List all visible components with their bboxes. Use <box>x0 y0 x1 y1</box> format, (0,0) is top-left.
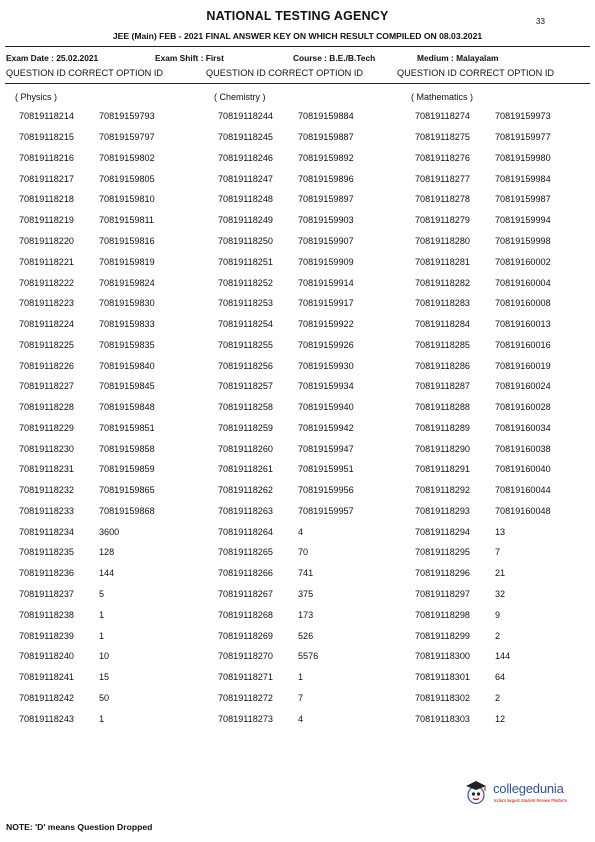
answer-row <box>218 106 418 127</box>
answer-row <box>415 708 595 729</box>
correct-option-id: 70819159865 <box>99 485 155 496</box>
answer-row <box>19 210 219 231</box>
answer-row <box>218 625 418 646</box>
correct-option-id: 70819159802 <box>99 152 155 163</box>
answer-row <box>19 355 219 376</box>
question-id: 70819118239 <box>19 630 74 641</box>
correct-option-id: 70819159819 <box>99 256 155 267</box>
answer-row <box>19 501 219 522</box>
answer-row <box>415 521 595 542</box>
correct-option-id: 70819159805 <box>99 173 155 184</box>
correct-option-id: 2 <box>495 630 501 641</box>
correct-option-id: 70819160040 <box>495 464 551 475</box>
answer-row <box>218 397 418 418</box>
answer-row <box>415 293 595 314</box>
question-id: 70819118286 <box>415 360 470 371</box>
question-id: 70819118264 <box>218 526 273 537</box>
question-id: 70819118278 <box>415 194 470 205</box>
correct-option-id: 526 <box>298 630 314 641</box>
answer-row <box>218 189 418 210</box>
question-id: 70819118258 <box>218 402 273 413</box>
correct-option-id: 70819160034 <box>495 422 551 433</box>
correct-option-id: 70819160019 <box>495 360 551 371</box>
question-id: 70819118283 <box>415 298 470 309</box>
answer-row <box>19 604 219 625</box>
question-id: 70819118299 <box>415 630 470 641</box>
question-id: 70819118229 <box>19 422 74 433</box>
question-id: 70819118214 <box>19 111 74 122</box>
answer-row <box>19 314 219 335</box>
column-header-chemistry: QUESTION ID CORRECT OPTION ID <box>206 68 364 78</box>
question-id: 70819118215 <box>19 132 74 143</box>
question-id: 70819118285 <box>415 339 470 350</box>
question-id: 70819118231 <box>19 464 74 475</box>
question-id: 70819118254 <box>218 319 273 330</box>
correct-option-id: 70819159926 <box>298 339 354 350</box>
answer-row <box>218 417 418 438</box>
correct-option-id: 7 <box>298 692 304 703</box>
correct-option-id: 70819159956 <box>298 485 354 496</box>
question-id: 70819118238 <box>19 609 74 620</box>
correct-option-id: 375 <box>298 588 314 599</box>
answer-row <box>19 231 219 252</box>
physics-rows <box>19 106 219 729</box>
section-label-mathematics: ( Mathematics ) <box>411 92 474 102</box>
correct-option-id: 70819159980 <box>495 152 551 163</box>
correct-option-id: 70819159851 <box>99 422 155 433</box>
correct-option-id: 70819159957 <box>298 505 354 516</box>
answer-row <box>19 189 219 210</box>
question-id: 70819118217 <box>19 173 74 184</box>
question-id: 70819118271 <box>218 672 273 683</box>
question-id: 70819118234 <box>19 526 74 537</box>
correct-option-id: 70819159947 <box>298 443 354 454</box>
question-id: 70819118242 <box>19 692 74 703</box>
question-id: 70819118235 <box>19 547 74 558</box>
question-id: 70819118255 <box>218 339 273 350</box>
correct-option-id: 70819160013 <box>495 319 551 330</box>
question-id: 70819118227 <box>19 381 74 392</box>
correct-option-id: 70819159810 <box>99 194 155 205</box>
question-id: 70819118230 <box>19 443 74 454</box>
answer-row <box>218 251 418 272</box>
correct-option-id: 70819159940 <box>298 402 354 413</box>
correct-option-id: 70819160024 <box>495 381 551 392</box>
answer-row <box>19 106 219 127</box>
answer-row <box>218 521 418 542</box>
answer-row <box>19 542 219 563</box>
answer-row <box>19 334 219 355</box>
correct-option-id: 70819159977 <box>495 132 551 143</box>
question-id: 70819118251 <box>218 256 273 267</box>
question-id: 70819118294 <box>415 526 470 537</box>
answer-row <box>415 687 595 708</box>
answer-row <box>415 584 595 605</box>
mathematics-rows <box>415 106 595 729</box>
answer-row <box>218 687 418 708</box>
question-id: 70819118302 <box>415 692 470 703</box>
correct-option-id: 70819159994 <box>495 215 551 226</box>
correct-option-id: 144 <box>99 568 115 579</box>
correct-option-id: 50 <box>99 692 110 703</box>
question-id: 70819118220 <box>19 235 74 246</box>
correct-option-id: 32 <box>495 588 506 599</box>
header-divider <box>5 83 590 84</box>
question-id: 70819118266 <box>218 568 273 579</box>
answer-row <box>415 355 595 376</box>
correct-option-id: 70819159922 <box>298 319 354 330</box>
answer-row <box>19 376 219 397</box>
question-id: 70819118274 <box>415 111 470 122</box>
physics-column <box>15 88 219 729</box>
question-id: 70819118218 <box>19 194 74 205</box>
answer-row <box>415 314 595 335</box>
question-id: 70819118269 <box>218 630 273 641</box>
correct-option-id: 5 <box>99 588 105 599</box>
question-id: 70819118260 <box>218 443 273 454</box>
correct-option-id: 4 <box>298 713 304 724</box>
correct-option-id: 70819159840 <box>99 360 155 371</box>
answer-row <box>415 625 595 646</box>
question-id: 70819118222 <box>19 277 74 288</box>
answer-row <box>415 667 595 688</box>
column-header-mathematics: QUESTION ID CORRECT OPTION ID <box>397 68 555 78</box>
question-id: 70819118277 <box>415 173 470 184</box>
collegedunia-logo <box>463 778 573 808</box>
correct-option-id: 70819160016 <box>495 339 551 350</box>
answer-row <box>19 148 219 169</box>
top-divider <box>5 46 590 47</box>
answer-row <box>218 604 418 625</box>
correct-option-id: 70819159835 <box>99 339 155 350</box>
answer-row <box>415 251 595 272</box>
question-id: 70819118273 <box>218 713 273 724</box>
question-id: 70819118252 <box>218 277 273 288</box>
answer-row <box>218 272 418 293</box>
answer-row <box>218 355 418 376</box>
answer-row <box>19 646 219 667</box>
answer-key-subtitle: JEE (Main) FEB - 2021 FINAL ANSWER KEY ON WHICH RESULT COMPILED ON 08.03.2021 <box>112 31 483 41</box>
question-id: 70819118301 <box>415 672 470 683</box>
question-id: 70819118233 <box>19 505 74 516</box>
answer-row <box>218 542 418 563</box>
correct-option-id: 70819160038 <box>495 443 551 454</box>
answer-row <box>218 210 418 231</box>
correct-option-id: 70819159897 <box>298 194 354 205</box>
answer-row <box>218 459 418 480</box>
answer-row <box>218 314 418 335</box>
answer-row <box>19 687 219 708</box>
answer-row <box>19 625 219 646</box>
correct-option-id: 64 <box>495 672 506 683</box>
correct-option-id: 70819159797 <box>99 132 155 143</box>
correct-option-id: 70819159987 <box>495 194 551 205</box>
answer-row <box>19 417 219 438</box>
correct-option-id: 70819159903 <box>298 215 354 226</box>
correct-option-id: 1 <box>99 630 105 641</box>
correct-option-id: 70819159884 <box>298 111 354 122</box>
correct-option-id: 2 <box>495 692 501 703</box>
question-id: 70819118221 <box>19 256 74 267</box>
question-id: 70819118228 <box>19 402 74 413</box>
answer-row <box>415 148 595 169</box>
question-id: 70819118224 <box>19 319 74 330</box>
answer-row <box>19 459 219 480</box>
answer-row <box>415 272 595 293</box>
question-id: 70819118262 <box>218 485 273 496</box>
correct-option-id: 128 <box>99 547 115 558</box>
agency-title: NATIONAL TESTING AGENCY <box>206 9 389 23</box>
answer-row <box>19 127 219 148</box>
answer-row <box>415 563 595 584</box>
correct-option-id: 70819160028 <box>495 402 551 413</box>
correct-option-id: 70819160002 <box>495 256 551 267</box>
question-id: 70819118240 <box>19 651 74 662</box>
question-id: 70819118293 <box>415 505 470 516</box>
answer-row <box>415 168 595 189</box>
answer-row <box>218 148 418 169</box>
correct-option-id: 70 <box>298 547 309 558</box>
answer-row <box>218 667 418 688</box>
correct-option-id: 741 <box>298 568 314 579</box>
correct-option-id: 70819159934 <box>298 381 354 392</box>
correct-option-id: 70819159833 <box>99 319 155 330</box>
correct-option-id: 12 <box>495 713 506 724</box>
answer-row <box>19 438 219 459</box>
section-label-physics: ( Physics ) <box>15 92 58 102</box>
answer-row <box>218 293 418 314</box>
answer-row <box>415 459 595 480</box>
answer-row <box>415 417 595 438</box>
question-id: 70819118275 <box>415 132 470 143</box>
question-id: 70819118236 <box>19 568 74 579</box>
answer-row <box>218 168 418 189</box>
correct-option-id: 3600 <box>99 526 120 537</box>
answer-row <box>218 334 418 355</box>
question-id: 70819118259 <box>218 422 273 433</box>
correct-option-id: 70819159848 <box>99 402 155 413</box>
graduate-mascot-icon <box>463 778 491 808</box>
answer-row <box>19 584 219 605</box>
question-id: 70819118268 <box>218 609 273 620</box>
question-id: 70819118232 <box>19 485 74 496</box>
answer-row <box>415 501 595 522</box>
correct-option-id: 15 <box>99 672 110 683</box>
correct-option-id: 5576 <box>298 651 319 662</box>
correct-option-id: 1 <box>298 672 304 683</box>
exam-shift: Exam Shift : First <box>155 53 224 63</box>
question-id: 70819118263 <box>218 505 273 516</box>
answer-row <box>415 397 595 418</box>
question-id: 70819118247 <box>218 173 273 184</box>
question-id: 70819118267 <box>218 588 273 599</box>
answer-row <box>218 584 418 605</box>
question-id: 70819118281 <box>415 256 470 267</box>
question-id: 70819118303 <box>415 713 470 724</box>
question-id: 70819118295 <box>415 547 470 558</box>
question-id: 70819118291 <box>415 464 470 475</box>
question-id: 70819118225 <box>19 339 74 350</box>
answer-row <box>218 231 418 252</box>
correct-option-id: 70819159858 <box>99 443 155 454</box>
question-id: 70819118216 <box>19 152 74 163</box>
correct-option-id: 70819159930 <box>298 360 354 371</box>
correct-option-id: 13 <box>495 526 506 537</box>
answer-row <box>218 480 418 501</box>
correct-option-id: 4 <box>298 526 304 537</box>
correct-option-id: 70819159816 <box>99 235 155 246</box>
answer-row <box>19 251 219 272</box>
answer-row <box>415 210 595 231</box>
answer-row <box>415 189 595 210</box>
question-id: 70819118292 <box>415 485 470 496</box>
question-id: 70819118279 <box>415 215 470 226</box>
question-id: 70819118300 <box>415 651 470 662</box>
correct-option-id: 70819160048 <box>495 505 551 516</box>
correct-option-id: 10 <box>99 651 110 662</box>
correct-option-id: 70819160044 <box>495 485 551 496</box>
chemistry-column <box>214 88 418 729</box>
answer-row <box>19 521 219 542</box>
answer-row <box>415 334 595 355</box>
correct-option-id: 70819159887 <box>298 132 354 143</box>
question-id: 70819118290 <box>415 443 470 454</box>
question-id: 70819118257 <box>218 381 273 392</box>
correct-option-id: 70819159942 <box>298 422 354 433</box>
question-id: 70819118249 <box>218 215 273 226</box>
answer-row <box>19 708 219 729</box>
correct-option-id: 70819159811 <box>99 215 154 226</box>
question-id: 70819118256 <box>218 360 273 371</box>
question-id: 70819118265 <box>218 547 273 558</box>
correct-option-id: 70819159859 <box>99 464 155 475</box>
question-id: 70819118244 <box>218 111 273 122</box>
section-label-chemistry: ( Chemistry ) <box>214 92 266 102</box>
answer-row <box>415 127 595 148</box>
correct-option-id: 9 <box>495 609 501 620</box>
question-id: 70819118284 <box>415 319 470 330</box>
correct-option-id: 70819160008 <box>495 298 551 309</box>
question-id: 70819118243 <box>19 713 74 724</box>
footer-note: NOTE: 'D' means Question Dropped <box>6 822 153 832</box>
answer-row <box>218 376 418 397</box>
question-id: 70819118219 <box>19 215 74 226</box>
correct-option-id: 70819159909 <box>298 256 354 267</box>
correct-option-id: 7 <box>495 547 501 558</box>
correct-option-id: 70819159914 <box>298 277 354 288</box>
answer-row <box>19 397 219 418</box>
question-id: 70819118297 <box>415 588 470 599</box>
correct-option-id: 70819159892 <box>298 152 354 163</box>
question-id: 70819118261 <box>218 464 273 475</box>
question-id: 70819118245 <box>218 132 273 143</box>
answer-row <box>19 272 219 293</box>
question-id: 70819118296 <box>415 568 470 579</box>
correct-option-id: 144 <box>495 651 511 662</box>
answer-row <box>415 376 595 397</box>
correct-option-id: 70819159907 <box>298 235 354 246</box>
correct-option-id: 70819159973 <box>495 111 551 122</box>
correct-option-id: 70819160004 <box>495 277 551 288</box>
correct-option-id: 1 <box>99 713 105 724</box>
correct-option-id: 70819159824 <box>99 277 155 288</box>
answer-row <box>415 480 595 501</box>
question-id: 70819118272 <box>218 692 273 703</box>
correct-option-id: 70819159896 <box>298 173 354 184</box>
answer-row <box>19 293 219 314</box>
question-id: 70819118287 <box>415 381 470 392</box>
column-header-physics: QUESTION ID CORRECT OPTION ID <box>6 68 164 78</box>
correct-option-id: 21 <box>495 568 506 579</box>
correct-option-id: 70819159984 <box>495 173 551 184</box>
answer-row <box>415 231 595 252</box>
answer-row <box>19 667 219 688</box>
medium: Medium : Malayalam <box>417 53 499 63</box>
question-id: 70819118253 <box>218 298 273 309</box>
question-id: 70819118282 <box>415 277 470 288</box>
answer-row <box>415 542 595 563</box>
question-id: 70819118223 <box>19 298 74 309</box>
correct-option-id: 70819159793 <box>99 111 155 122</box>
correct-option-id: 70819159830 <box>99 298 155 309</box>
question-id: 70819118288 <box>415 402 470 413</box>
answer-row <box>19 563 219 584</box>
question-id: 70819118270 <box>218 651 273 662</box>
answer-row <box>415 438 595 459</box>
question-id: 70819118276 <box>415 152 470 163</box>
answer-row <box>218 501 418 522</box>
exam-date: Exam Date : 25.02.2021 <box>6 53 99 63</box>
correct-option-id: 70819159845 <box>99 381 155 392</box>
mathematics-column <box>411 88 595 729</box>
answer-row <box>218 438 418 459</box>
question-id: 70819118237 <box>19 588 74 599</box>
question-id: 70819118280 <box>415 235 470 246</box>
correct-option-id: 70819159998 <box>495 235 551 246</box>
question-id: 70819118241 <box>19 672 74 683</box>
answer-row <box>415 646 595 667</box>
correct-option-id: 70819159868 <box>99 505 155 516</box>
page-number: 33 <box>536 17 545 26</box>
answer-row <box>19 168 219 189</box>
logo-tagline: India's largest Student Review Platform <box>494 798 567 803</box>
question-id: 70819118298 <box>415 609 470 620</box>
correct-option-id: 70819159917 <box>298 298 354 309</box>
chemistry-rows <box>218 106 418 729</box>
question-id: 70819118289 <box>415 422 470 433</box>
logo-wordmark: collegedunia <box>493 781 564 796</box>
correct-option-id: 173 <box>298 609 314 620</box>
question-id: 70819118250 <box>218 235 273 246</box>
question-id: 70819118246 <box>218 152 273 163</box>
correct-option-id: 70819159951 <box>298 464 354 475</box>
answer-row <box>218 708 418 729</box>
question-id: 70819118226 <box>19 360 74 371</box>
answer-row <box>415 106 595 127</box>
question-id: 70819118248 <box>218 194 273 205</box>
answer-row <box>19 480 219 501</box>
answer-row <box>415 604 595 625</box>
answer-row <box>218 127 418 148</box>
correct-option-id: 1 <box>99 609 105 620</box>
course: Course : B.E./B.Tech <box>293 53 376 63</box>
answer-row <box>218 563 418 584</box>
answer-row <box>218 646 418 667</box>
